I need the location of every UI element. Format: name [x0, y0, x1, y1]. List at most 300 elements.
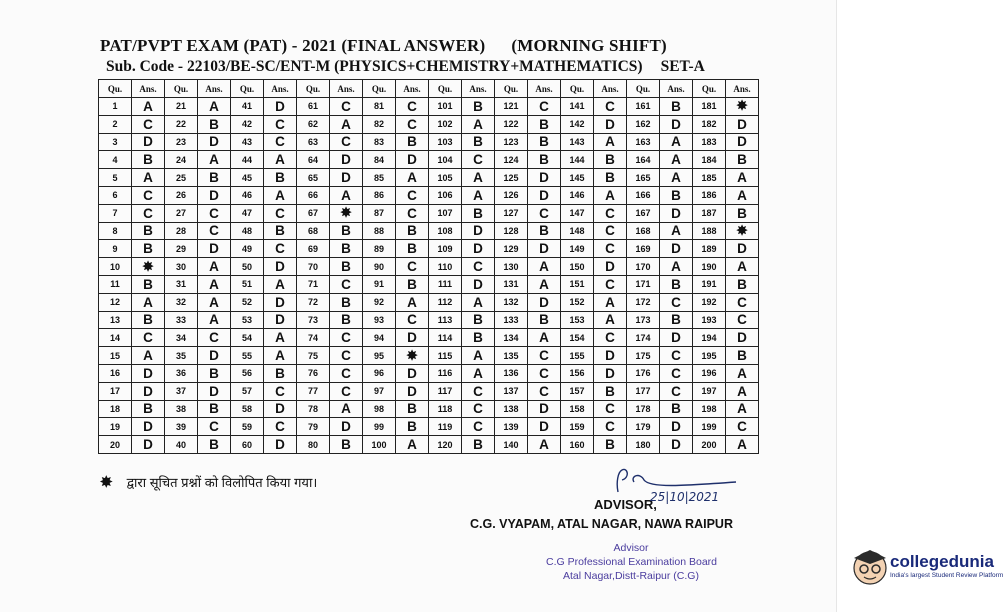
question-number: 167: [627, 204, 660, 222]
answer-cell: C: [330, 98, 363, 116]
question-number: 41: [231, 98, 264, 116]
question-number: 32: [165, 293, 198, 311]
question-number: 54: [231, 329, 264, 347]
question-number: 134: [495, 329, 528, 347]
answer-cell: D: [462, 275, 495, 293]
answer-cell: C: [594, 418, 627, 436]
question-number: 139: [495, 418, 528, 436]
question-number: 23: [165, 133, 198, 151]
answer-cell: B: [132, 240, 165, 258]
answer-cell: D: [594, 347, 627, 365]
answer-cell: B: [528, 115, 561, 133]
question-number: 133: [495, 311, 528, 329]
question-number: 187: [693, 204, 726, 222]
answer-cell: B: [132, 275, 165, 293]
question-number: 172: [627, 293, 660, 311]
answer-cell: C: [396, 258, 429, 276]
answer-cell: C: [198, 329, 231, 347]
deletion-note: [100, 473, 317, 491]
answer-cell: B: [198, 400, 231, 418]
question-number: 6: [99, 186, 132, 204]
answer-cell: C: [198, 204, 231, 222]
question-number: 143: [561, 133, 594, 151]
answer-cell: B: [132, 400, 165, 418]
stamp-line: Advisor: [613, 542, 649, 554]
answer-cell: A: [462, 347, 495, 365]
answer-cell: B: [462, 98, 495, 116]
question-number: 199: [693, 418, 726, 436]
answer-cell: A: [594, 133, 627, 151]
question-number: 18: [99, 400, 132, 418]
question-number: 116: [429, 364, 462, 382]
question-number: 186: [693, 186, 726, 204]
question-number: 95: [363, 347, 396, 365]
answer-cell: D: [264, 293, 297, 311]
answer-cell: A: [330, 186, 363, 204]
answer-cell: A: [726, 400, 759, 418]
question-number: 71: [297, 275, 330, 293]
answer-cell: B: [528, 133, 561, 151]
answer-cell: A: [660, 222, 693, 240]
answer-cell: B: [132, 311, 165, 329]
question-number: 26: [165, 186, 198, 204]
question-number: 180: [627, 436, 660, 454]
stamp-line: Atal Nagar,Distt-Raipur (C.G): [563, 570, 699, 582]
answer-cell: B: [726, 151, 759, 169]
answer-cell: D: [198, 382, 231, 400]
question-number-header: Qu.: [297, 80, 330, 98]
question-number: 113: [429, 311, 462, 329]
answer-cell: B: [264, 222, 297, 240]
question-number: 119: [429, 418, 462, 436]
question-number: 90: [363, 258, 396, 276]
shift-label: (MORNING SHIFT): [511, 36, 667, 55]
question-number-header: Qu.: [99, 80, 132, 98]
answer-cell: A: [594, 186, 627, 204]
exam-title: [100, 36, 667, 56]
question-number: 91: [363, 275, 396, 293]
question-number: 1: [99, 98, 132, 116]
answer-header: Ans.: [264, 80, 297, 98]
answer-cell: B: [726, 204, 759, 222]
table-row: [99, 133, 759, 151]
question-number: 84: [363, 151, 396, 169]
answer-cell: B: [528, 222, 561, 240]
answer-cell: A: [462, 115, 495, 133]
table-row: [99, 311, 759, 329]
question-number: 15: [99, 347, 132, 365]
answer-cell: C: [462, 258, 495, 276]
answer-cell: B: [396, 275, 429, 293]
question-number: 37: [165, 382, 198, 400]
answer-cell: B: [660, 400, 693, 418]
answer-cell: ✸: [132, 258, 165, 276]
question-number: 96: [363, 364, 396, 382]
answer-header: Ans.: [396, 80, 429, 98]
answer-cell: C: [264, 115, 297, 133]
question-number-header: Qu.: [231, 80, 264, 98]
question-number: 98: [363, 400, 396, 418]
question-number: 8: [99, 222, 132, 240]
watermark-brand: collegedunia: [890, 552, 994, 571]
answer-cell: B: [330, 258, 363, 276]
table-row: [99, 275, 759, 293]
question-number: 178: [627, 400, 660, 418]
answer-cell: C: [594, 400, 627, 418]
table-row: [99, 418, 759, 436]
answer-cell: D: [198, 133, 231, 151]
table-body: [99, 98, 759, 454]
question-number: 137: [495, 382, 528, 400]
question-number: 185: [693, 169, 726, 187]
answer-cell: D: [660, 418, 693, 436]
answer-cell: C: [264, 204, 297, 222]
table-row: [99, 364, 759, 382]
answer-cell: C: [396, 311, 429, 329]
question-number: 78: [297, 400, 330, 418]
answer-cell: B: [198, 436, 231, 454]
question-number: 35: [165, 347, 198, 365]
answer-cell: B: [330, 222, 363, 240]
question-number: 193: [693, 311, 726, 329]
answer-cell: ✸: [726, 222, 759, 240]
answer-cell: A: [528, 436, 561, 454]
question-number: 74: [297, 329, 330, 347]
question-number: 149: [561, 240, 594, 258]
question-number: 83: [363, 133, 396, 151]
answer-cell: A: [660, 258, 693, 276]
question-number-header: Qu.: [363, 80, 396, 98]
question-number: 47: [231, 204, 264, 222]
exam-title-text: PAT/PVPT EXAM (PAT) - 2021 (FINAL ANSWER): [100, 36, 486, 55]
question-number: 151: [561, 275, 594, 293]
answer-cell: D: [264, 436, 297, 454]
question-number: 126: [495, 186, 528, 204]
answer-cell: C: [330, 364, 363, 382]
answer-cell: A: [660, 169, 693, 187]
question-number: 153: [561, 311, 594, 329]
question-number: 25: [165, 169, 198, 187]
table-row: [99, 186, 759, 204]
question-number: 4: [99, 151, 132, 169]
answer-cell: C: [264, 418, 297, 436]
table-row: [99, 329, 759, 347]
answer-cell: C: [462, 151, 495, 169]
question-number: 182: [693, 115, 726, 133]
question-number: 13: [99, 311, 132, 329]
answer-cell: A: [726, 364, 759, 382]
deletion-note-text: द्वारा सूचित प्रश्नों को विलोपित किया गया।: [126, 475, 318, 490]
question-number: 191: [693, 275, 726, 293]
answer-cell: C: [726, 418, 759, 436]
question-number: 103: [429, 133, 462, 151]
question-number: 21: [165, 98, 198, 116]
question-number: 81: [363, 98, 396, 116]
question-number: 28: [165, 222, 198, 240]
advisor-label: ADVISOR,: [594, 497, 657, 512]
question-number: 147: [561, 204, 594, 222]
answer-cell: C: [132, 115, 165, 133]
question-number: 51: [231, 275, 264, 293]
answer-cell: B: [396, 133, 429, 151]
question-number: 160: [561, 436, 594, 454]
question-number: 184: [693, 151, 726, 169]
question-number: 161: [627, 98, 660, 116]
question-number: 195: [693, 347, 726, 365]
table-row: [99, 222, 759, 240]
answer-cell: A: [264, 329, 297, 347]
stamp-line: C.G Professional Examination Board: [546, 556, 717, 568]
question-number: 57: [231, 382, 264, 400]
question-number: 101: [429, 98, 462, 116]
set-label: SET-A: [660, 58, 705, 75]
question-number: 156: [561, 364, 594, 382]
answer-cell: C: [594, 204, 627, 222]
question-number: 125: [495, 169, 528, 187]
answer-cell: C: [594, 222, 627, 240]
subject-code-line: [106, 58, 705, 76]
question-number: 79: [297, 418, 330, 436]
answer-cell: B: [330, 293, 363, 311]
answer-cell: B: [198, 364, 231, 382]
question-number: 189: [693, 240, 726, 258]
answer-cell: A: [198, 275, 231, 293]
question-number: 88: [363, 222, 396, 240]
answer-cell: A: [726, 382, 759, 400]
question-number: 44: [231, 151, 264, 169]
answer-cell: D: [396, 151, 429, 169]
question-number: 181: [693, 98, 726, 116]
answer-cell: B: [528, 151, 561, 169]
question-number: 127: [495, 204, 528, 222]
question-number: 10: [99, 258, 132, 276]
question-number: 24: [165, 151, 198, 169]
answer-cell: C: [528, 382, 561, 400]
answer-cell: B: [462, 204, 495, 222]
question-number: 188: [693, 222, 726, 240]
question-number: 100: [363, 436, 396, 454]
answer-cell: C: [330, 382, 363, 400]
question-number: 60: [231, 436, 264, 454]
answer-cell: D: [330, 151, 363, 169]
answer-cell: D: [726, 133, 759, 151]
question-number: 99: [363, 418, 396, 436]
question-number: 59: [231, 418, 264, 436]
answer-cell: B: [594, 436, 627, 454]
table-row: [99, 204, 759, 222]
answer-cell: D: [528, 400, 561, 418]
answer-cell: D: [132, 418, 165, 436]
question-number: 86: [363, 186, 396, 204]
table-row: [99, 240, 759, 258]
answer-cell: B: [396, 418, 429, 436]
question-number: 82: [363, 115, 396, 133]
answer-cell: C: [198, 418, 231, 436]
answer-cell: D: [726, 115, 759, 133]
table-row: [99, 293, 759, 311]
answer-header: Ans.: [462, 80, 495, 98]
answer-cell: A: [264, 275, 297, 293]
question-number: 34: [165, 329, 198, 347]
answer-cell: B: [660, 311, 693, 329]
answer-header: Ans.: [330, 80, 363, 98]
answer-cell: B: [594, 382, 627, 400]
question-number: 49: [231, 240, 264, 258]
question-number: 173: [627, 311, 660, 329]
table-row: [99, 151, 759, 169]
answer-cell: A: [726, 186, 759, 204]
question-number: 163: [627, 133, 660, 151]
table-row: [99, 98, 759, 116]
answer-cell: B: [330, 240, 363, 258]
question-number: 76: [297, 364, 330, 382]
answer-cell: C: [132, 186, 165, 204]
question-number: 53: [231, 311, 264, 329]
answer-header: Ans.: [528, 80, 561, 98]
question-number: 92: [363, 293, 396, 311]
answer-cell: C: [396, 115, 429, 133]
answer-cell: B: [264, 364, 297, 382]
question-number: 77: [297, 382, 330, 400]
question-number: 75: [297, 347, 330, 365]
question-number: 146: [561, 186, 594, 204]
answer-cell: B: [396, 240, 429, 258]
question-number: 196: [693, 364, 726, 382]
answer-cell: C: [660, 364, 693, 382]
answer-cell: B: [594, 151, 627, 169]
question-number: 179: [627, 418, 660, 436]
answer-cell: D: [660, 329, 693, 347]
answer-cell: A: [330, 400, 363, 418]
question-number: 148: [561, 222, 594, 240]
table-row: [99, 382, 759, 400]
question-number: 62: [297, 115, 330, 133]
question-number: 165: [627, 169, 660, 187]
answer-cell: D: [528, 240, 561, 258]
question-number: 9: [99, 240, 132, 258]
answer-cell: B: [264, 169, 297, 187]
answer-cell: C: [462, 382, 495, 400]
answer-cell: A: [132, 347, 165, 365]
answer-cell: B: [198, 115, 231, 133]
question-number: 141: [561, 98, 594, 116]
question-number: 142: [561, 115, 594, 133]
table-row: [99, 258, 759, 276]
answer-cell: A: [132, 98, 165, 116]
question-number: 110: [429, 258, 462, 276]
answer-cell: C: [594, 329, 627, 347]
watermark-tagline: India's largest Student Review Platform: [890, 572, 1004, 579]
answer-cell: C: [264, 240, 297, 258]
question-number: 42: [231, 115, 264, 133]
question-number: 138: [495, 400, 528, 418]
answer-cell: D: [528, 418, 561, 436]
question-number: 31: [165, 275, 198, 293]
question-number: 19: [99, 418, 132, 436]
answer-cell: D: [264, 98, 297, 116]
question-number: 80: [297, 436, 330, 454]
question-number: 16: [99, 364, 132, 382]
answer-cell: A: [528, 275, 561, 293]
question-number: 97: [363, 382, 396, 400]
answer-cell: B: [462, 436, 495, 454]
question-number-header: Qu.: [429, 80, 462, 98]
question-number: 50: [231, 258, 264, 276]
question-number: 72: [297, 293, 330, 311]
answer-cell: D: [396, 329, 429, 347]
answer-header: Ans.: [594, 80, 627, 98]
answer-cell: C: [396, 98, 429, 116]
table-header-row: [99, 80, 759, 98]
question-number: 63: [297, 133, 330, 151]
answer-cell: D: [330, 169, 363, 187]
question-number: 128: [495, 222, 528, 240]
answer-cell: C: [264, 133, 297, 151]
answer-cell: D: [198, 240, 231, 258]
answer-cell: D: [594, 258, 627, 276]
question-number: 61: [297, 98, 330, 116]
question-number: 108: [429, 222, 462, 240]
table-row: [99, 115, 759, 133]
question-number: 164: [627, 151, 660, 169]
question-number: 69: [297, 240, 330, 258]
answer-cell: D: [726, 240, 759, 258]
answer-cell: A: [660, 151, 693, 169]
question-number: 176: [627, 364, 660, 382]
answer-cell: C: [528, 98, 561, 116]
question-number: 109: [429, 240, 462, 258]
question-number: 94: [363, 329, 396, 347]
question-number: 162: [627, 115, 660, 133]
answer-cell: C: [462, 418, 495, 436]
answer-cell: D: [594, 115, 627, 133]
answer-cell: A: [528, 258, 561, 276]
question-number: 200: [693, 436, 726, 454]
answer-cell: B: [726, 347, 759, 365]
answer-cell: D: [132, 382, 165, 400]
table-row: [99, 400, 759, 418]
question-number: 112: [429, 293, 462, 311]
answer-cell: B: [330, 436, 363, 454]
answer-cell: C: [330, 275, 363, 293]
question-number: 7: [99, 204, 132, 222]
answer-cell: C: [198, 222, 231, 240]
answer-cell: B: [198, 169, 231, 187]
answer-cell: C: [528, 364, 561, 382]
question-number: 104: [429, 151, 462, 169]
question-number: 197: [693, 382, 726, 400]
question-number: 175: [627, 347, 660, 365]
question-number: 106: [429, 186, 462, 204]
answer-cell: D: [198, 347, 231, 365]
signature-date: 25|10|2021: [650, 490, 720, 504]
answer-cell: C: [132, 329, 165, 347]
answer-cell: A: [198, 151, 231, 169]
question-number: 124: [495, 151, 528, 169]
answer-cell: D: [132, 436, 165, 454]
answer-cell: D: [462, 222, 495, 240]
question-number: 158: [561, 400, 594, 418]
question-number: 194: [693, 329, 726, 347]
question-number: 183: [693, 133, 726, 151]
answer-cell: B: [660, 98, 693, 116]
question-number: 170: [627, 258, 660, 276]
answer-cell: D: [396, 382, 429, 400]
question-number: 65: [297, 169, 330, 187]
subject-code: Sub. Code - 22103/BE-SC/ENT-M (PHYSICS+CHEMISTRY+MATHEMATICS): [106, 58, 643, 75]
question-number: 3: [99, 133, 132, 151]
question-number: 117: [429, 382, 462, 400]
